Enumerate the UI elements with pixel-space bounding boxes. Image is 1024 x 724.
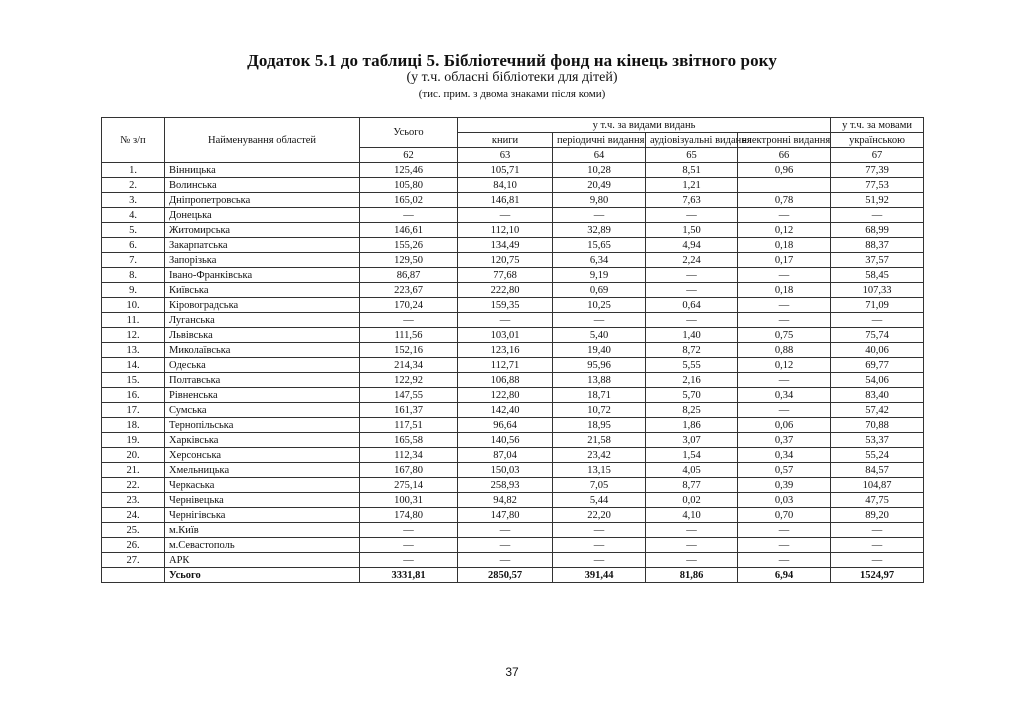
row-number: 7. (102, 253, 165, 268)
region-name: Миколаївська (165, 343, 360, 358)
electronic-value: 0,18 (738, 283, 831, 298)
books-value: — (458, 553, 553, 568)
table-row (102, 343, 924, 358)
total-value: 152,16 (360, 343, 458, 358)
periodicals-value: 95,96 (553, 358, 646, 373)
electronic-value: 0,78 (738, 193, 831, 208)
total-value: 275,14 (360, 478, 458, 493)
row-number: 6. (102, 238, 165, 253)
row-number: 16. (102, 388, 165, 403)
region-name: Волинська (165, 178, 360, 193)
row-number: 4. (102, 208, 165, 223)
electronic-value: 0,06 (738, 418, 831, 433)
periodicals-value: — (553, 538, 646, 553)
table-row (102, 283, 924, 298)
table-row (102, 493, 924, 508)
periodicals-value: — (553, 208, 646, 223)
table-row (102, 478, 924, 493)
region-name: Харківська (165, 433, 360, 448)
table-row (102, 463, 924, 478)
electronic-value: 0,88 (738, 343, 831, 358)
books-value: — (458, 208, 553, 223)
total-value: 3331,81 (360, 568, 458, 583)
books-value: 2850,57 (458, 568, 553, 583)
periodicals-value: 13,15 (553, 463, 646, 478)
audiovisual-value: 0,64 (646, 298, 738, 313)
total-value: 167,80 (360, 463, 458, 478)
table-row (102, 388, 924, 403)
books-value: 106,88 (458, 373, 553, 388)
region-name: Одеська (165, 358, 360, 373)
table-row (102, 193, 924, 208)
periodicals-value: 9,19 (553, 268, 646, 283)
ukrainian-value: 58,45 (831, 268, 924, 283)
ukrainian-value: 104,87 (831, 478, 924, 493)
periodicals-value: 21,58 (553, 433, 646, 448)
region-name: Львівська (165, 328, 360, 343)
electronic-value: 0,18 (738, 238, 831, 253)
ukrainian-value: 70,88 (831, 418, 924, 433)
ukrainian-value: 51,92 (831, 193, 924, 208)
row-number: 9. (102, 283, 165, 298)
ukrainian-value: 89,20 (831, 508, 924, 523)
region-name: Київська (165, 283, 360, 298)
header-ukrainian: українською (831, 133, 924, 148)
header-total: Усього (360, 118, 458, 148)
table-row (102, 223, 924, 238)
periodicals-value: — (553, 553, 646, 568)
table-row (102, 358, 924, 373)
table-row (102, 313, 924, 328)
total-value: 146,61 (360, 223, 458, 238)
electronic-value: 0,12 (738, 358, 831, 373)
audiovisual-value: 1,21 (646, 178, 738, 193)
table-row (102, 253, 924, 268)
table-row (102, 508, 924, 523)
electronic-value: 0,12 (738, 223, 831, 238)
region-name: Закарпатська (165, 238, 360, 253)
total-value: 155,26 (360, 238, 458, 253)
region-name: м.Севастополь (165, 538, 360, 553)
electronic-value (738, 178, 831, 193)
total-value: 117,51 (360, 418, 458, 433)
row-number (102, 568, 165, 583)
periodicals-value: 19,40 (553, 343, 646, 358)
ukrainian-value: 84,57 (831, 463, 924, 478)
audiovisual-value: 1,54 (646, 448, 738, 463)
periodicals-value: 0,69 (553, 283, 646, 298)
books-value: 96,64 (458, 418, 553, 433)
audiovisual-value: 8,25 (646, 403, 738, 418)
ukrainian-value: 40,06 (831, 343, 924, 358)
audiovisual-value: — (646, 313, 738, 328)
periodicals-value: 391,44 (553, 568, 646, 583)
books-value: 142,40 (458, 403, 553, 418)
ukrainian-value: 83,40 (831, 388, 924, 403)
row-number: 13. (102, 343, 165, 358)
header-audiovisual: аудіовізуальні видання (646, 133, 738, 148)
books-value: 77,68 (458, 268, 553, 283)
periodicals-value: 10,25 (553, 298, 646, 313)
electronic-value: 0,70 (738, 508, 831, 523)
header-periodicals: періодичні видання (553, 133, 646, 148)
table-row (102, 178, 924, 193)
electronic-value: 0,37 (738, 433, 831, 448)
table-row (102, 298, 924, 313)
electronic-value: 0,03 (738, 493, 831, 508)
region-name: Івано-Франківська (165, 268, 360, 283)
periodicals-value: 6,34 (553, 253, 646, 268)
audiovisual-value: 0,02 (646, 493, 738, 508)
total-label: Усього (165, 568, 360, 583)
electronic-value: 0,39 (738, 478, 831, 493)
table-row (102, 553, 924, 568)
periodicals-value: 10,72 (553, 403, 646, 418)
total-value: — (360, 523, 458, 538)
col-number: 66 (738, 148, 831, 163)
ukrainian-value: 54,06 (831, 373, 924, 388)
total-value: 100,31 (360, 493, 458, 508)
books-value: 134,49 (458, 238, 553, 253)
audiovisual-value: — (646, 523, 738, 538)
total-value: — (360, 313, 458, 328)
ukrainian-value: 75,74 (831, 328, 924, 343)
books-value: 122,80 (458, 388, 553, 403)
region-name: АРК (165, 553, 360, 568)
audiovisual-value: — (646, 553, 738, 568)
ukrainian-value: 77,39 (831, 163, 924, 178)
ukrainian-value: 53,37 (831, 433, 924, 448)
electronic-value: 0,17 (738, 253, 831, 268)
ukrainian-value: 71,09 (831, 298, 924, 313)
audiovisual-value: 8,77 (646, 478, 738, 493)
total-row (102, 568, 924, 583)
ukrainian-value: 57,42 (831, 403, 924, 418)
region-name: Полтавська (165, 373, 360, 388)
table-row (102, 373, 924, 388)
books-value: 159,35 (458, 298, 553, 313)
page-number: 37 (505, 665, 519, 679)
row-number: 18. (102, 418, 165, 433)
table-row (102, 538, 924, 553)
ukrainian-value: 1524,97 (831, 568, 924, 583)
total-value: 122,92 (360, 373, 458, 388)
audiovisual-value: 2,16 (646, 373, 738, 388)
total-value: 105,80 (360, 178, 458, 193)
region-name: Черкаська (165, 478, 360, 493)
books-value: 103,01 (458, 328, 553, 343)
table-row (102, 448, 924, 463)
total-value: 165,58 (360, 433, 458, 448)
ukrainian-value: 37,57 (831, 253, 924, 268)
audiovisual-value: 3,07 (646, 433, 738, 448)
audiovisual-value: 4,94 (646, 238, 738, 253)
periodicals-value: 10,28 (553, 163, 646, 178)
col-number: 65 (646, 148, 738, 163)
row-number: 25. (102, 523, 165, 538)
audiovisual-value: — (646, 208, 738, 223)
periodicals-value: — (553, 523, 646, 538)
periodicals-value: 18,95 (553, 418, 646, 433)
ukrainian-value: — (831, 313, 924, 328)
audiovisual-value: 81,86 (646, 568, 738, 583)
electronic-value: — (738, 538, 831, 553)
periodicals-value: 7,05 (553, 478, 646, 493)
row-number: 5. (102, 223, 165, 238)
page-subtitle: (у т.ч. обласні бібліотеки для дітей) (406, 70, 618, 85)
total-value: 147,55 (360, 388, 458, 403)
row-number: 24. (102, 508, 165, 523)
row-number: 22. (102, 478, 165, 493)
ukrainian-value: 88,37 (831, 238, 924, 253)
audiovisual-value: — (646, 268, 738, 283)
audiovisual-value: 4,05 (646, 463, 738, 478)
books-value: 150,03 (458, 463, 553, 478)
total-value: 223,67 (360, 283, 458, 298)
total-value: 112,34 (360, 448, 458, 463)
periodicals-value: 13,88 (553, 373, 646, 388)
ukrainian-value: — (831, 553, 924, 568)
books-value: — (458, 538, 553, 553)
row-number: 23. (102, 493, 165, 508)
region-name: Чернігівська (165, 508, 360, 523)
ukrainian-value: 47,75 (831, 493, 924, 508)
total-value: — (360, 553, 458, 568)
region-name: Запорізька (165, 253, 360, 268)
table-row (102, 433, 924, 448)
books-value: 105,71 (458, 163, 553, 178)
books-value: 87,04 (458, 448, 553, 463)
electronic-value: — (738, 268, 831, 283)
col-number: 62 (360, 148, 458, 163)
table-row (102, 523, 924, 538)
region-name: м.Київ (165, 523, 360, 538)
books-value: 146,81 (458, 193, 553, 208)
row-number: 20. (102, 448, 165, 463)
total-value: 161,37 (360, 403, 458, 418)
region-name: Донецька (165, 208, 360, 223)
region-name: Кіровоградська (165, 298, 360, 313)
audiovisual-value: 8,51 (646, 163, 738, 178)
row-number: 12. (102, 328, 165, 343)
row-number: 2. (102, 178, 165, 193)
page-title: Додаток 5.1 до таблиці 5. Бібліотечний фонд на кінець звітного року (247, 51, 777, 70)
books-value: 258,93 (458, 478, 553, 493)
total-value: 129,50 (360, 253, 458, 268)
table-row (102, 403, 924, 418)
books-value: 147,80 (458, 508, 553, 523)
periodicals-value: 5,44 (553, 493, 646, 508)
electronic-value: 0,75 (738, 328, 831, 343)
header-books: книги (458, 133, 553, 148)
electronic-value: — (738, 298, 831, 313)
row-number: 8. (102, 268, 165, 283)
periodicals-value: 23,42 (553, 448, 646, 463)
ukrainian-value: 77,53 (831, 178, 924, 193)
electronic-value: 6,94 (738, 568, 831, 583)
region-name: Херсонська (165, 448, 360, 463)
books-value: 94,82 (458, 493, 553, 508)
table-row (102, 238, 924, 253)
ukrainian-value: 68,99 (831, 223, 924, 238)
row-number: 10. (102, 298, 165, 313)
electronic-value: — (738, 553, 831, 568)
ukrainian-value: — (831, 523, 924, 538)
region-name: Тернопільська (165, 418, 360, 433)
audiovisual-value: 5,70 (646, 388, 738, 403)
audiovisual-value: 5,55 (646, 358, 738, 373)
total-value: 125,46 (360, 163, 458, 178)
total-value: 86,87 (360, 268, 458, 283)
region-name: Вінницька (165, 163, 360, 178)
header-region: Найменування областей (165, 118, 360, 163)
periodicals-value: 15,65 (553, 238, 646, 253)
total-value: 174,80 (360, 508, 458, 523)
header-by-type-group: у т.ч. за видами видань (458, 118, 831, 133)
total-value: 214,34 (360, 358, 458, 373)
header-by-lang-group: у т.ч. за мовами (831, 118, 924, 133)
row-number: 26. (102, 538, 165, 553)
ukrainian-value: — (831, 208, 924, 223)
region-name: Сумська (165, 403, 360, 418)
periodicals-value: 9,80 (553, 193, 646, 208)
region-name: Луганська (165, 313, 360, 328)
periodicals-value: 18,71 (553, 388, 646, 403)
table-row (102, 328, 924, 343)
region-name: Дніпропетровська (165, 193, 360, 208)
books-value: 123,16 (458, 343, 553, 358)
periodicals-value: 20,49 (553, 178, 646, 193)
electronic-value: — (738, 523, 831, 538)
units-note: (тис. прим. з двома знаками після коми) (418, 88, 606, 100)
periodicals-value: 22,20 (553, 508, 646, 523)
books-value: 112,10 (458, 223, 553, 238)
audiovisual-value: 1,86 (646, 418, 738, 433)
periodicals-value: 32,89 (553, 223, 646, 238)
electronic-value: 0,96 (738, 163, 831, 178)
audiovisual-value: 4,10 (646, 508, 738, 523)
table-row (102, 208, 924, 223)
table-row (102, 163, 924, 178)
row-number: 27. (102, 553, 165, 568)
audiovisual-value: — (646, 283, 738, 298)
region-name: Хмельницька (165, 463, 360, 478)
audiovisual-value: 2,24 (646, 253, 738, 268)
audiovisual-value: 1,40 (646, 328, 738, 343)
books-value: 140,56 (458, 433, 553, 448)
row-number: 14. (102, 358, 165, 373)
col-number: 64 (553, 148, 646, 163)
ukrainian-value: 69,77 (831, 358, 924, 373)
total-value: — (360, 208, 458, 223)
region-name: Житомирська (165, 223, 360, 238)
row-number: 19. (102, 433, 165, 448)
audiovisual-value: — (646, 538, 738, 553)
electronic-value: — (738, 403, 831, 418)
total-value: 170,24 (360, 298, 458, 313)
electronic-value: — (738, 313, 831, 328)
electronic-value: — (738, 208, 831, 223)
region-name: Чернівецька (165, 493, 360, 508)
ukrainian-value: 107,33 (831, 283, 924, 298)
audiovisual-value: 7,63 (646, 193, 738, 208)
row-number: 11. (102, 313, 165, 328)
total-value: 111,56 (360, 328, 458, 343)
books-value: 222,80 (458, 283, 553, 298)
header-electronic: електронні видання (738, 133, 831, 148)
header-num: № з/п (102, 118, 165, 163)
table-body (102, 163, 924, 583)
electronic-value: 0,34 (738, 388, 831, 403)
electronic-value: 0,34 (738, 448, 831, 463)
row-number: 15. (102, 373, 165, 388)
periodicals-value: — (553, 313, 646, 328)
region-name: Рівненська (165, 388, 360, 403)
row-number: 21. (102, 463, 165, 478)
audiovisual-value: 1,50 (646, 223, 738, 238)
ukrainian-value: — (831, 538, 924, 553)
library-fund-table (101, 117, 924, 583)
table-row (102, 268, 924, 283)
row-number: 1. (102, 163, 165, 178)
col-number: 67 (831, 148, 924, 163)
books-value: 112,71 (458, 358, 553, 373)
electronic-value: 0,57 (738, 463, 831, 478)
row-number: 17. (102, 403, 165, 418)
books-value: 120,75 (458, 253, 553, 268)
audiovisual-value: 8,72 (646, 343, 738, 358)
electronic-value: — (738, 373, 831, 388)
table-row (102, 418, 924, 433)
books-value: — (458, 313, 553, 328)
books-value: — (458, 523, 553, 538)
total-value: 165,02 (360, 193, 458, 208)
ukrainian-value: 55,24 (831, 448, 924, 463)
row-number: 3. (102, 193, 165, 208)
total-value: — (360, 538, 458, 553)
periodicals-value: 5,40 (553, 328, 646, 343)
col-number: 63 (458, 148, 553, 163)
books-value: 84,10 (458, 178, 553, 193)
